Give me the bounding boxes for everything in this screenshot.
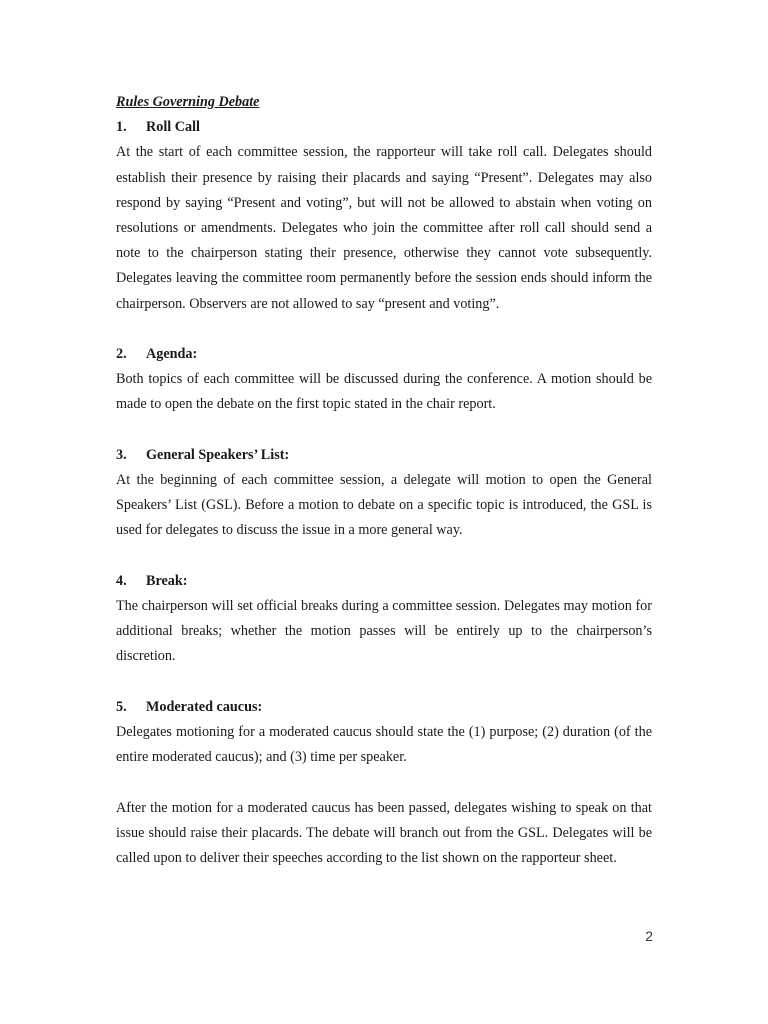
- document-page: [116, 90, 652, 896]
- section-paragraph: At the beginning of each committee session, a delegate will motion to open the General Speakers’ List (GSL). Before a motion to debate on a specific topic is introduced, the GSL is used for delegates to discuss the issue in a more general way.: [116, 472, 652, 539]
- section-number: 2.: [116, 346, 127, 363]
- section-number: 4.: [116, 572, 127, 589]
- section-number: 5.: [116, 698, 127, 715]
- section-title: Moderated caucus:: [146, 698, 263, 715]
- section-heading: [116, 443, 652, 468]
- section-number: 1.: [116, 119, 127, 136]
- section-agenda: [116, 342, 652, 418]
- section-heading: [116, 695, 652, 720]
- section-title: Break:: [146, 572, 188, 589]
- section-title: General Speakers’ List:: [146, 446, 290, 463]
- section-paragraph: At the start of each committee session, the rapporteur will take roll call. Delegates should establish their presence by raising their placards and saying “Present”. Delegates may also respond by saying “Present and voting”, but will not be allowed to abstain when voting on resolutions or amendments. Delegates who join the committee after roll call should send a note to the chairperson stating their presence, otherwise they cannot vote subsequently. Delegates leaving the committee room permanently before the session ends should inform the chairperson. Observers are not allowed to say “present and voting”.: [116, 144, 652, 312]
- section-general-speakers-list: [116, 443, 652, 544]
- section-break: [116, 569, 652, 670]
- section-paragraph: The chairperson will set official breaks during a committee session. Delegates may motion for additional breaks; whether the motion passes will be entirely up to the chairperson’s discretion.: [116, 598, 652, 665]
- document-title: Rules Governing Debate: [116, 94, 260, 110]
- section-paragraph: Both topics of each committee will be discussed during the conference. A motion should be made to open the debate on the first topic stated in the chair report.: [116, 371, 652, 413]
- section-moderated-caucus: [116, 695, 652, 871]
- section-heading: [116, 569, 652, 594]
- section-heading: [116, 342, 652, 367]
- section-title: Agenda:: [146, 346, 198, 363]
- section-paragraph: After the motion for a moderated caucus has been passed, delegates wishing to speak on that issue should raise their placards. The debate will branch out from the GSL. Delegates will be called upon to deliver their speeches according to the list shown on the rapporteur sheet.: [116, 799, 652, 867]
- section-paragraph: Delegates motioning for a moderated caucus should state the (1) purpose; (2) duration (of the entire moderated caucus); and (3) time per speaker.: [116, 724, 652, 766]
- page-number: 2: [645, 928, 653, 944]
- section-roll-call: [116, 115, 652, 317]
- section-heading: [116, 115, 652, 140]
- section-title: Roll Call: [146, 119, 200, 136]
- section-number: 3.: [116, 446, 127, 463]
